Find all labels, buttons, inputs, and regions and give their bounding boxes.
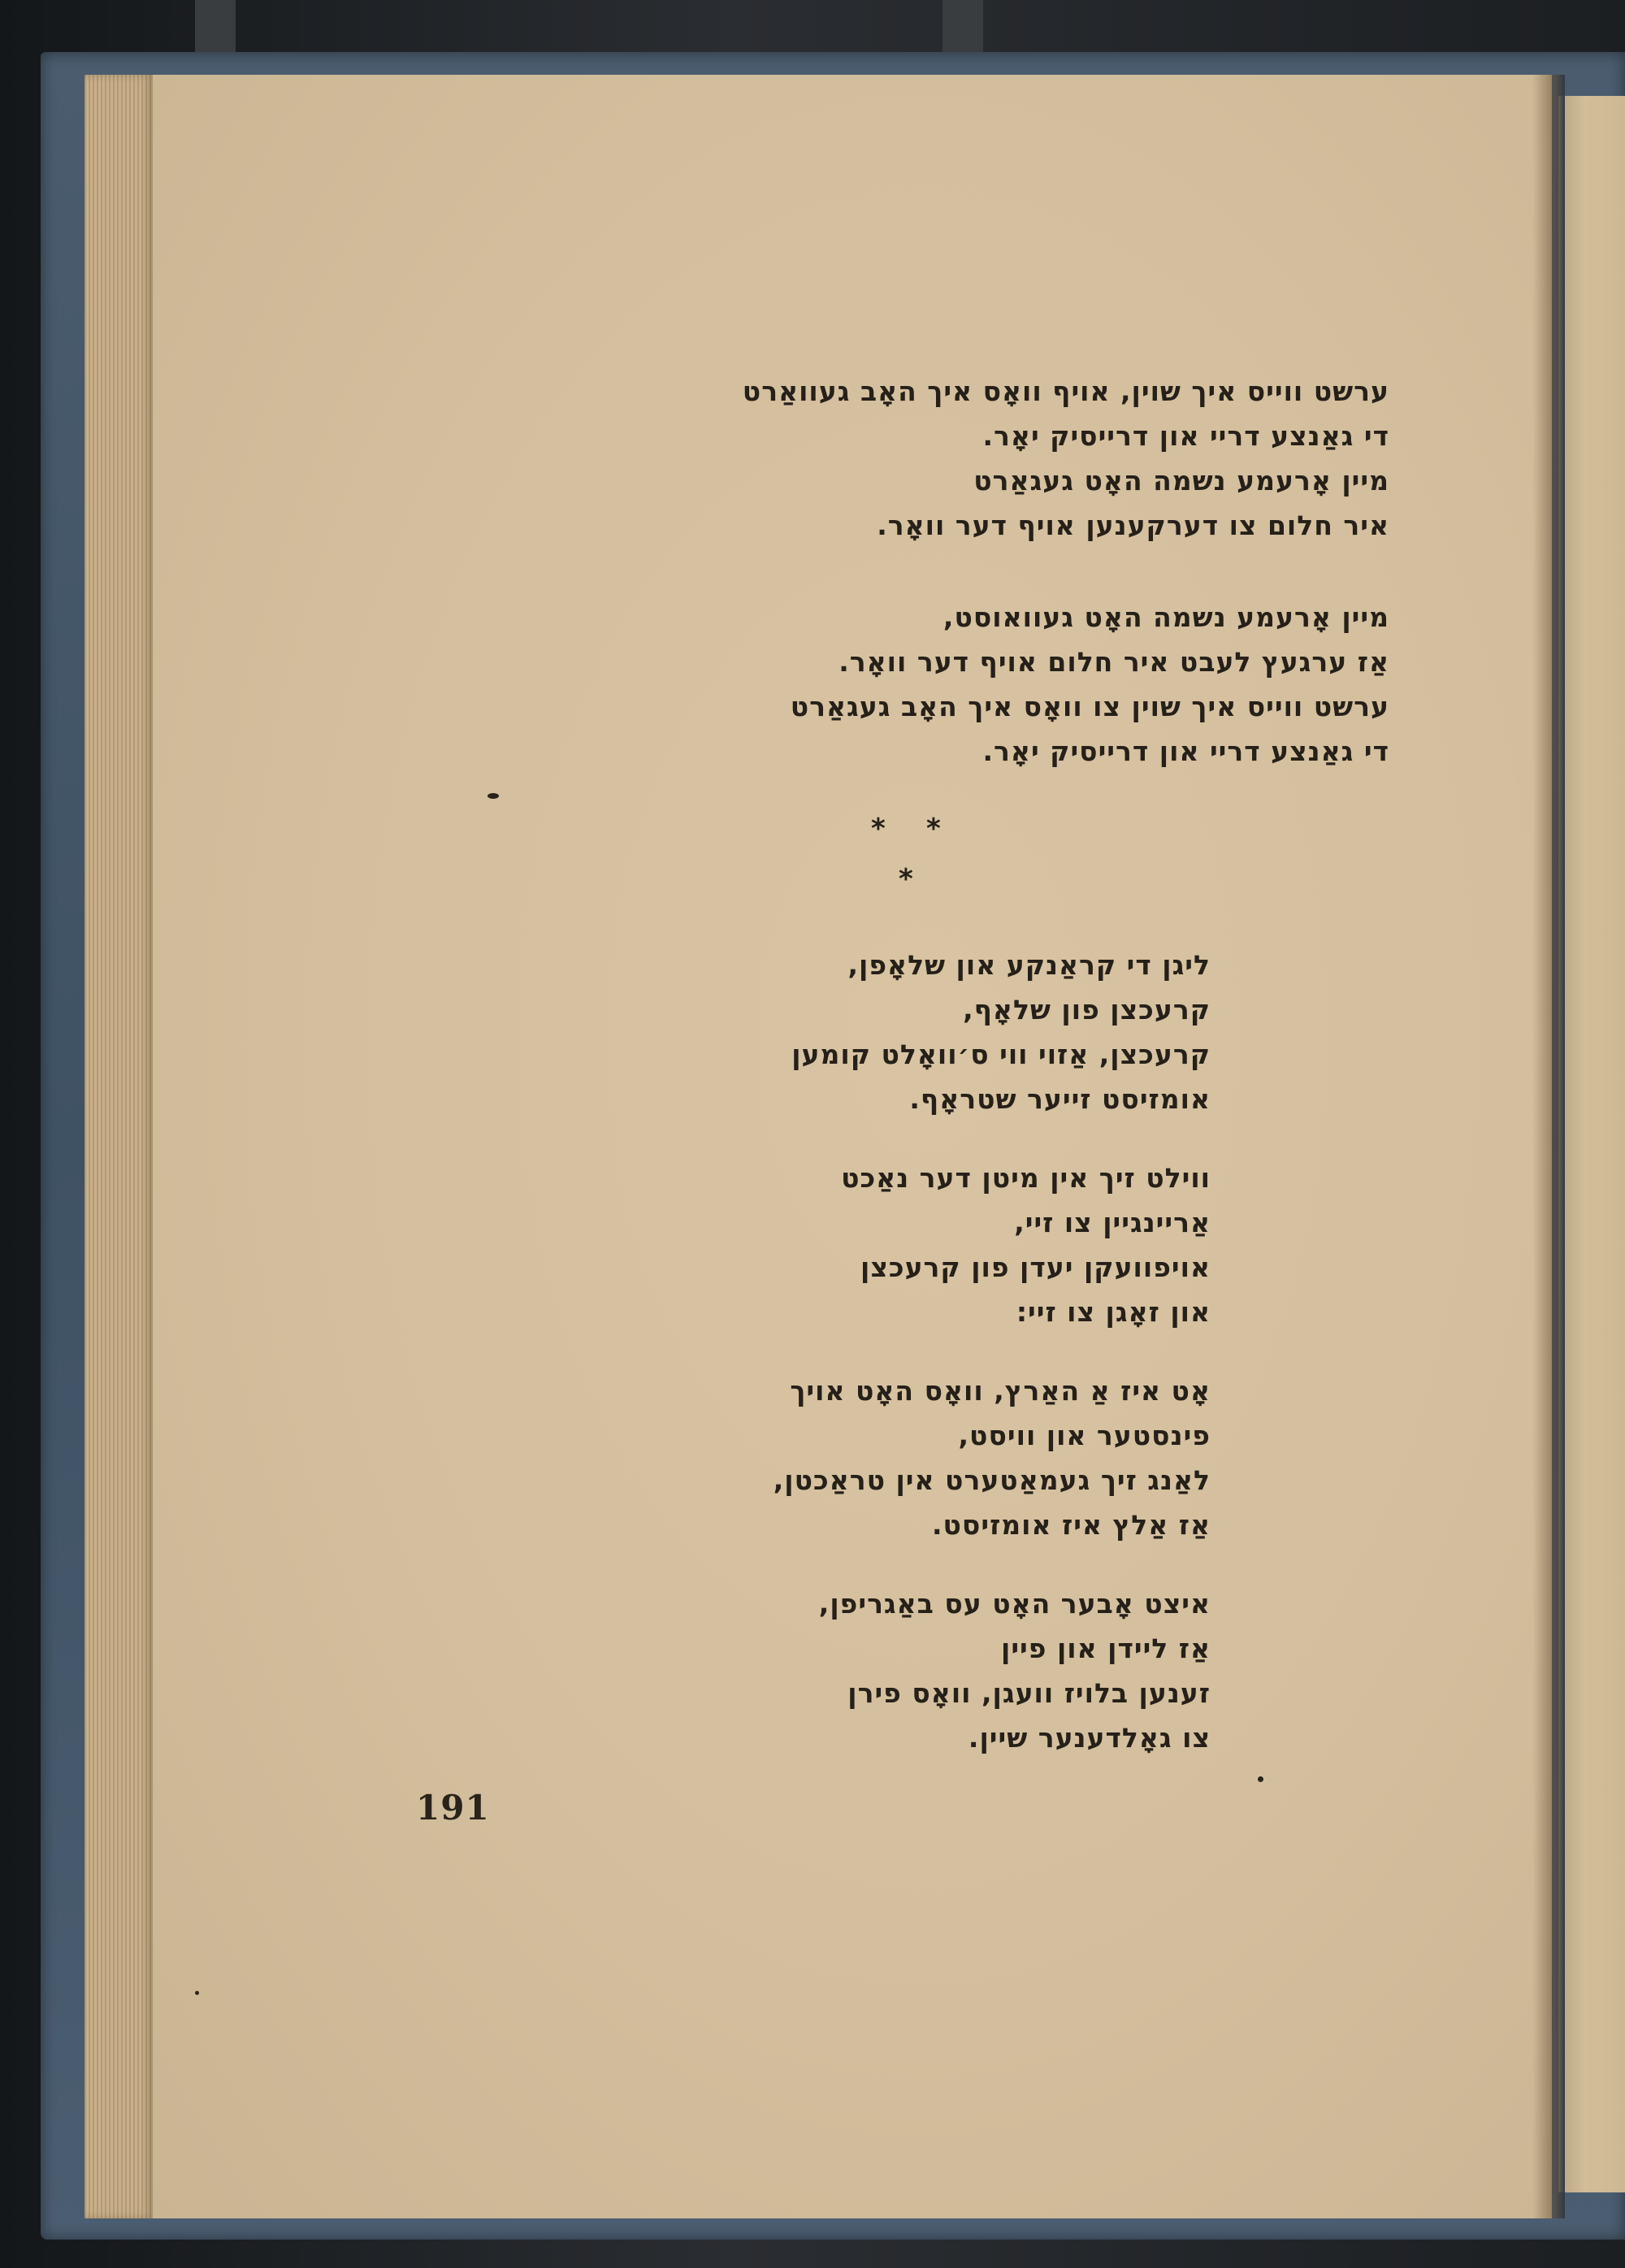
verse-line: קרעכצן פון שלאָף, xyxy=(963,994,1211,1026)
book-gutter xyxy=(1532,75,1565,2218)
verse-line: און זאָגן צו זיי: xyxy=(1016,1296,1211,1328)
verse-line: איר חלום צו דערקענען אויף דער וואָר. xyxy=(877,510,1389,541)
separator-asterisk: * xyxy=(899,863,913,895)
verse-line: צו גאָלדענער שיין. xyxy=(968,1722,1211,1754)
verse-line: ווילט זיך אין מיטן דער נאַכט xyxy=(841,1162,1211,1194)
verse-line: מיין אָרעמע נשמה האָט געוואוסט, xyxy=(942,601,1389,633)
verse-line: אַריינגיין צו זיי, xyxy=(1014,1207,1211,1238)
separator-asterisk: * xyxy=(871,813,886,845)
stanza xyxy=(658,375,1389,554)
stanza xyxy=(642,1162,1211,1341)
verse-line: אויפוועקן יעדן פון קרעכצן xyxy=(860,1251,1211,1283)
verse-line: לאַנג זיך געמאַטערט אין טראַכטן, xyxy=(773,1464,1211,1496)
facing-page-edge xyxy=(1558,96,1625,2192)
separator-asterisk: * xyxy=(926,813,941,845)
verse-line: מיין אָרעמע נשמה האָט געגאַרט xyxy=(973,465,1389,497)
verse-line: אומזיסט זייער שטראָף. xyxy=(909,1083,1211,1115)
verse-line: אַז אַלץ איז אומזיסט. xyxy=(931,1509,1211,1541)
stanza xyxy=(642,1588,1211,1767)
verse-line: ערשט ווייס איך שוין, אויף וואָס איך האָב געוואַרט xyxy=(742,375,1389,407)
verse-line: זענען בלויז וועגן, וואָס פירן xyxy=(847,1677,1211,1709)
page-number: 191 xyxy=(416,1788,490,1828)
stanza xyxy=(642,949,1211,1128)
verse-line: איצט אָבער האָט עס באַגריפן, xyxy=(818,1588,1211,1620)
verse-line: ליגן די קראַנקע און שלאָפן, xyxy=(847,949,1211,981)
verse-line: אַז ליידן און פיין xyxy=(1001,1633,1211,1664)
ink-speck xyxy=(1258,1776,1263,1782)
scanner-clamp xyxy=(942,0,983,57)
stanza xyxy=(658,601,1389,780)
verse-line: אָט איז אַ האַרץ, וואָס האָט אויך xyxy=(790,1375,1211,1407)
verse-line: די גאַנצע דריי און דרייסיק יאָר. xyxy=(982,735,1389,767)
scanner-clamp xyxy=(195,0,236,57)
page-edges xyxy=(84,75,153,2218)
verse-line: קרעכצן, אַזוי ווי ס׳וואָלט קומען xyxy=(791,1039,1211,1070)
verse-line: פינסטער און וויסט, xyxy=(958,1420,1211,1451)
stanza xyxy=(642,1375,1211,1554)
ink-speck xyxy=(195,1991,199,1995)
verse-line: אַז ערגעץ לעבט איר חלום אויף דער וואָר. xyxy=(838,646,1389,678)
ink-speck xyxy=(488,793,499,799)
verse-line: די גאַנצע דריי און דרייסיק יאָר. xyxy=(982,420,1389,452)
verse-line: ערשט ווייס איך שוין צו וואָס איך האָב געגאַרט xyxy=(790,691,1389,722)
